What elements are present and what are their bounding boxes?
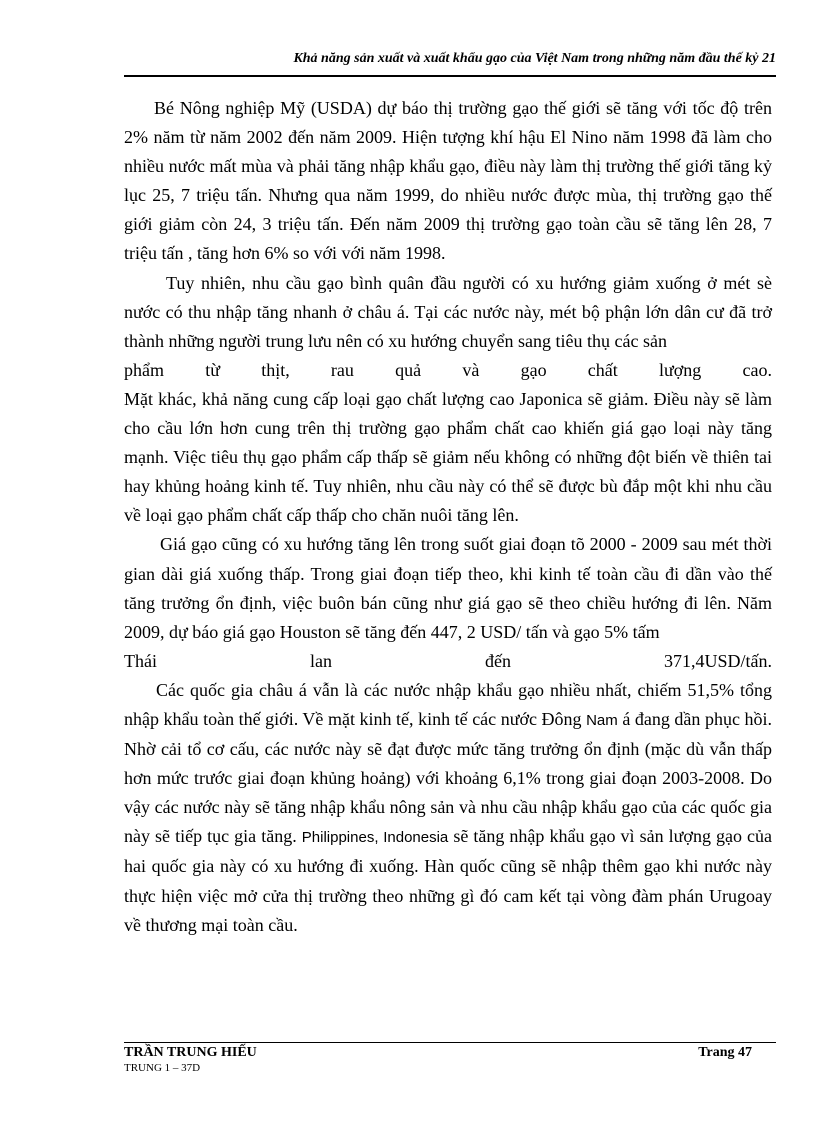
paragraph-2-text-b: phẩm từ thịt, rau quả và gạo chất lượng cao. bbox=[124, 359, 772, 380]
footer-page-number: Trang 47 bbox=[698, 1045, 752, 1060]
paragraph-2 bbox=[124, 269, 772, 356]
paragraph-3-text-a: Giá gạo cũng có xu hướng tăng lên trong suốt giai đoạn tõ 2000 - 2009 sau mét thời gian dài giá xuống thấp. Trong giai đoạn tiếp theo, khi kinh tế toàn cầu đi dần vào thế tăng trưởng ổn định, việc buôn bán cũng như giá gạo sẽ theo chiều hướng đi lên. Năm 2009, dự báo giá gạo Houston sẽ tăng đến 447, 2 USD/ tấn và gạo 5% tấm bbox=[124, 534, 772, 642]
paragraph-3-text-b: Thái lan đến 371,4USD/tấn. bbox=[124, 650, 772, 671]
paragraph-3 bbox=[124, 530, 772, 646]
paragraph-4 bbox=[124, 676, 772, 940]
paragraph-4-countries: Philippines, Indonesia bbox=[301, 829, 449, 847]
paragraph-4-text-a: Các quốc gia châu á vẫn là các nước nhập khẩu gạo nhiều nhất, chiếm 51,5% tổng nhập khẩu toàn thế giới. Về mặt kinh tế, kinh tế các nước Đông bbox=[124, 679, 772, 729]
paragraph-2-justified-line bbox=[124, 356, 772, 385]
paragraph-2-text-c: Mặt khác, khả năng cung cấp loại gạo chất lượng cao Japonica sẽ giảm. Điều này sẽ làm cho cầu lớn hơn cung trên thị trường gạo phẩm chất cao khiến giá gạo loại này tăng mạnh. Việc tiêu thụ gạo phẩm cấp thấp sẽ giảm nếu không có những đột biến về thiên tai hay khủng hoảng kinh tế. Tuy nhiên, nhu cầu này có thể sẽ được bù đắp một khi nhu cầu về loại gạo phẩm chất cấp thấp cho chăn nuôi tăng lên. bbox=[124, 388, 772, 526]
footer-divider bbox=[124, 1042, 776, 1043]
paragraph-1: Bé Nông nghiệp Mỹ (USDA) dự báo thị trường gạo thế giới sẽ tăng với tốc độ trên 2% năm từ năm 2002 đến năm 2009. Hiện tượng khí hậu El Nino năm 1998 đã làm cho nhiều nước mất mùa và phải tăng nhập khẩu gạo, điều này làm thị trường thế giới tăng kỷ lục 25, 7 triệu tấn. Nhưng qua năm 1999, do nhiều nước được mùa, thị trường gạo thế giới giảm còn 24, 3 triệu tấn. Đến năm 2009 thị trường gạo toàn cầu sẽ tăng lên 28, 7 triệu tấn , tăng hơn 6% so với với năm 1998. bbox=[124, 98, 772, 264]
paragraph-4-text-c: sẽ tăng nhập khẩu gạo vì sản lượng gạo của hai quốc gia này có xu hướng đi xuống. Hàn quốc cũng sẽ nhập thêm gạo khi nước này thực hiện việc mở cửa thị trường theo những gì đó cam kết tại vòng đàm phán Urugoay về thương mại toàn cầu. bbox=[124, 826, 773, 935]
paragraph-2-continued bbox=[124, 385, 772, 530]
page-header-title: Khả năng sản xuất và xuất khẩu gạo của Việt Nam trong những năm đầu thế kỷ 21 bbox=[293, 51, 776, 66]
footer-author: TRẦN TRUNG HIẾU bbox=[124, 1045, 257, 1060]
paragraph-3-justified-line bbox=[124, 647, 772, 676]
footer-class-code: TRUNG 1 – 37D bbox=[124, 1062, 201, 1074]
document-body bbox=[124, 94, 772, 940]
paragraph-2-text-a: Tuy nhiên, nhu cầu gạo bình quân đầu người có xu hướng giảm xuống ở mét sè nước có thu nhập tăng nhanh ở châu á. Tại các nước này, mét bộ phận lớn dân cư đã trở thành những người trung lưu nên có xu hướng chuyển sang tiêu thụ các sản bbox=[124, 272, 772, 351]
header-divider bbox=[124, 75, 776, 77]
paragraph-4-text-b: á đang dần phục hồi. Nhờ cải tổ cơ cấu, các nước này sẽ đạt được mức tăng trưởng ổn định (mặc dù vẫn thấp hơn mức trước giai đoạn khủng hoảng) với khoảng 6,1% trong giai đoạn 2003-2008. Do vậy các nước này sẽ tăng nhập khẩu nông sản và nhu cầu nhập khẩu gạo của các quốc gia này sẽ tiếp tục gia tăng. bbox=[124, 708, 772, 847]
paragraph-4-nam: Nam bbox=[586, 711, 618, 729]
